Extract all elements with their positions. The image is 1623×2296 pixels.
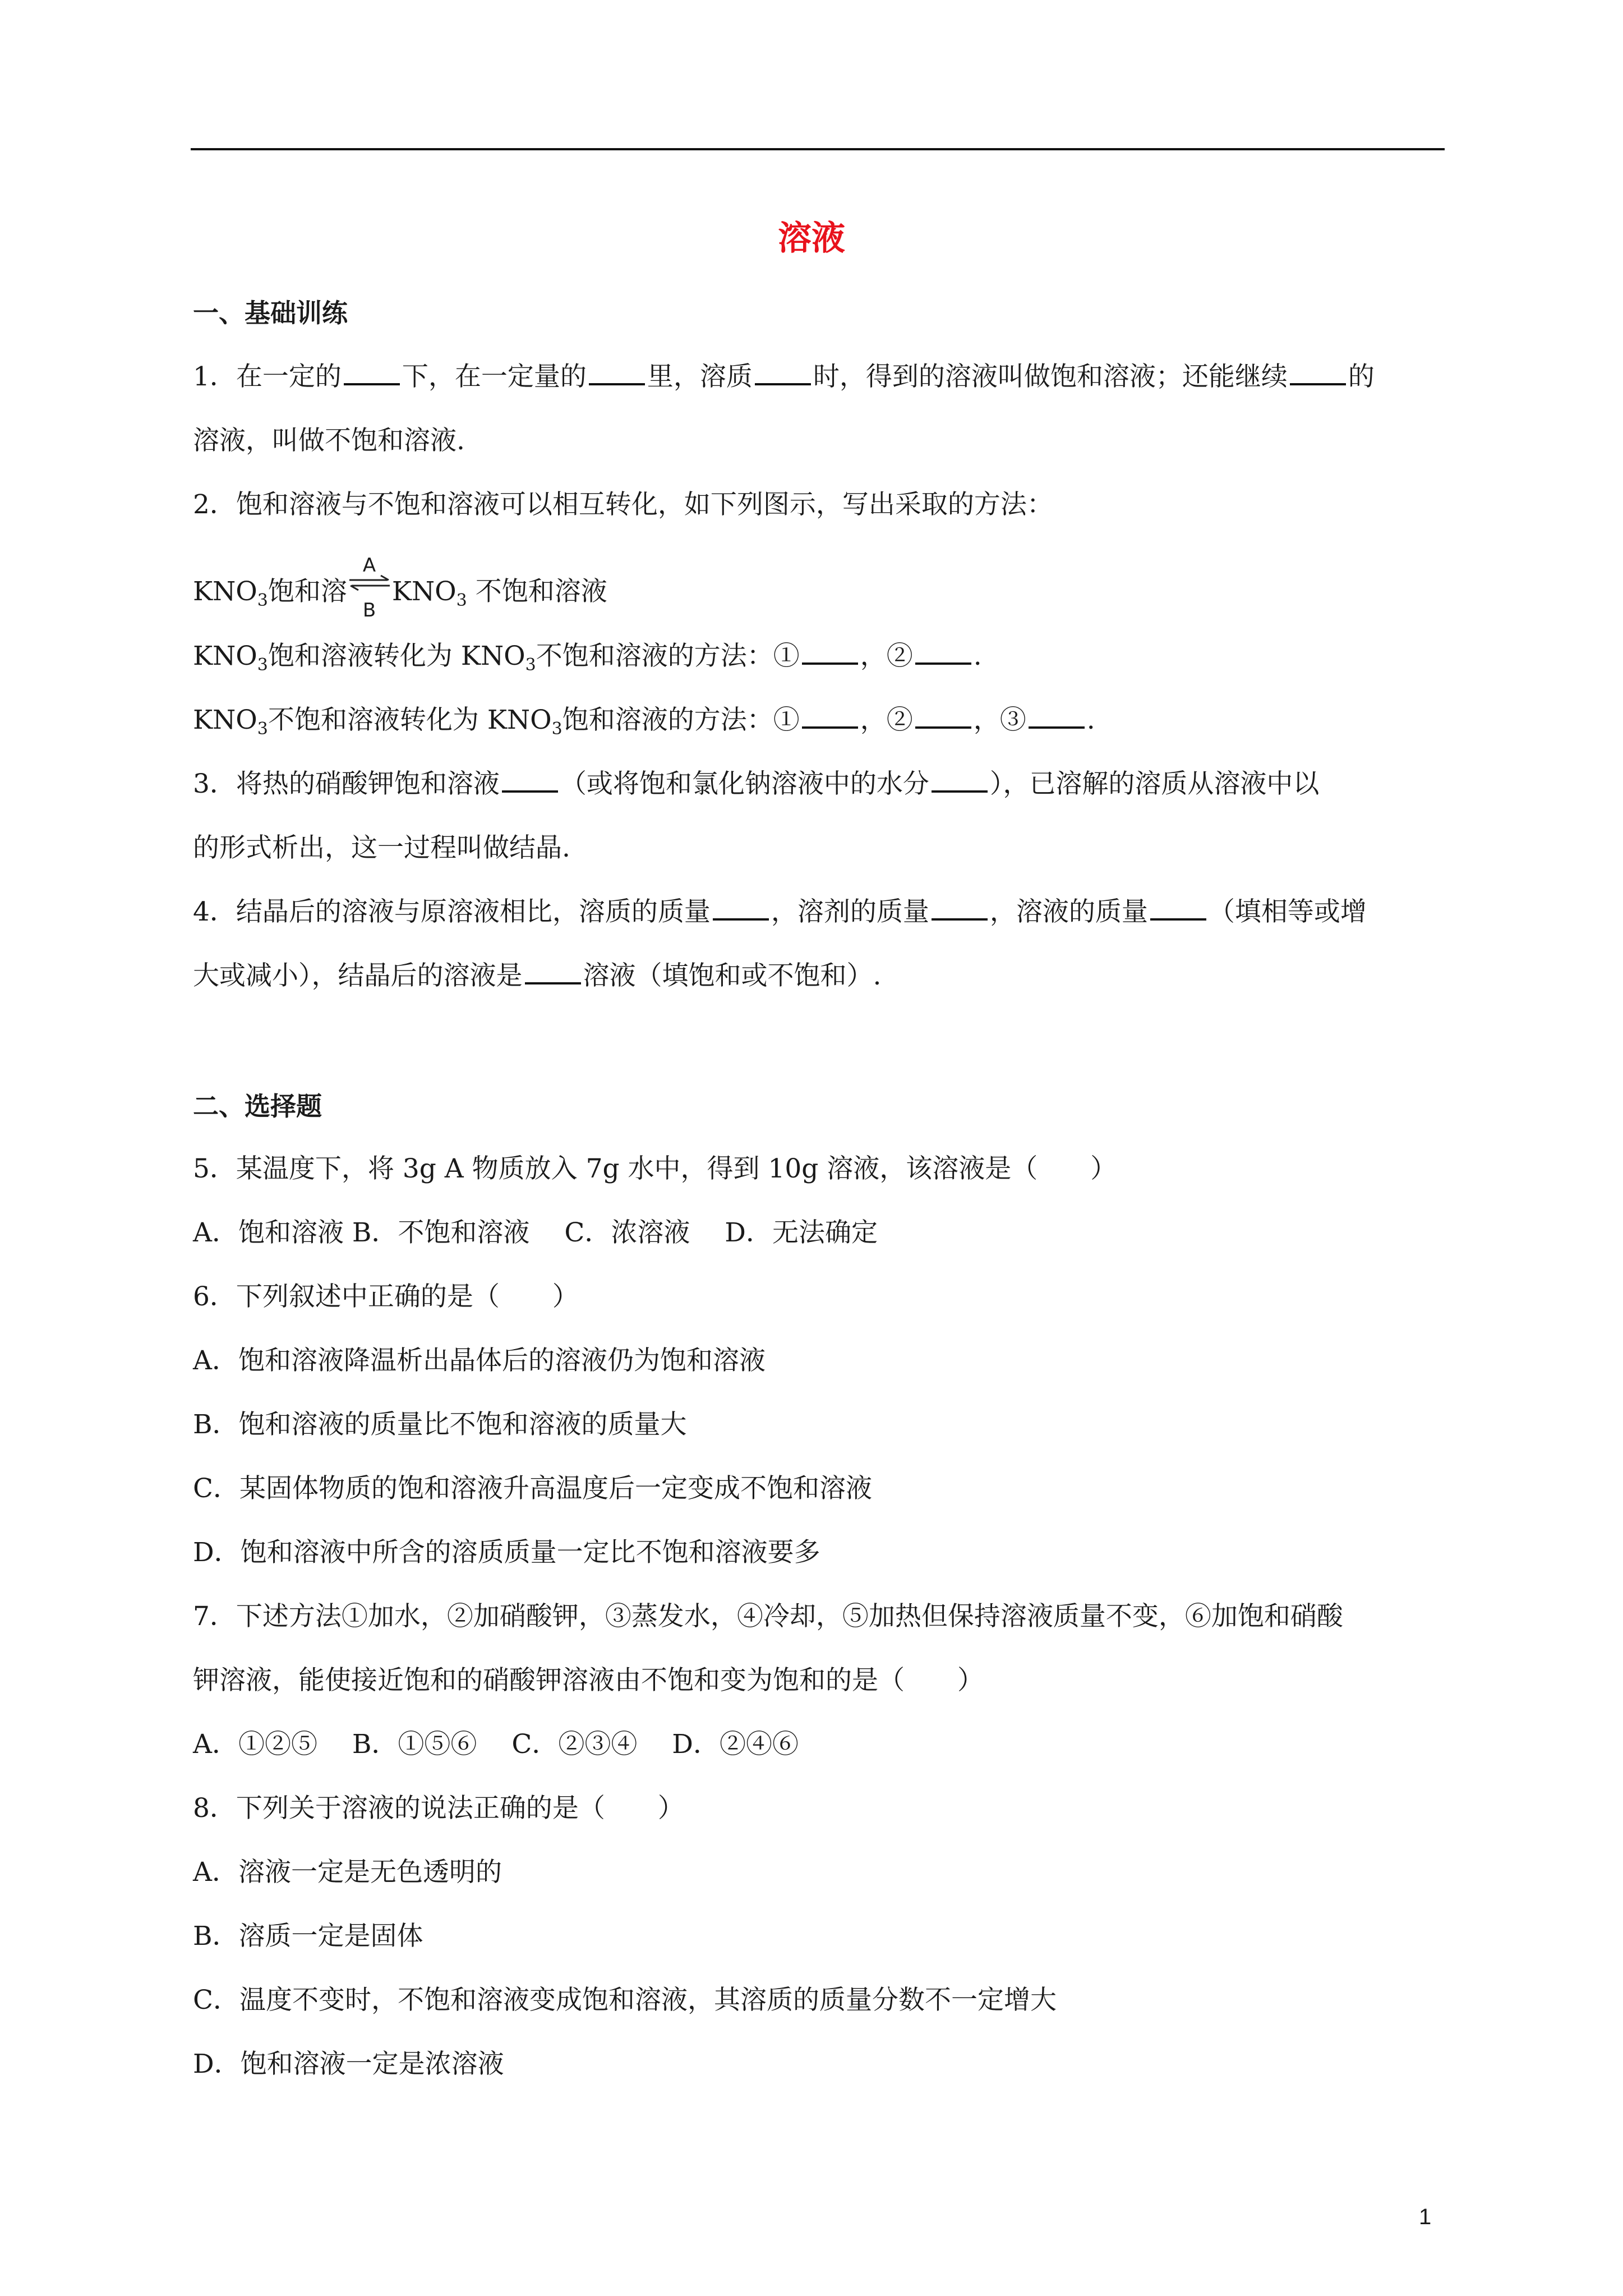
blank xyxy=(932,894,988,921)
q6-option-b: B．饱和溶液的质量比不饱和溶液的质量大 xyxy=(193,1409,687,1440)
section-heading-2: 二、选择题 xyxy=(193,1091,322,1121)
q8-stem: 8．下列关于溶液的说法正确的是（ ） xyxy=(193,1793,684,1824)
q8-option-d: D．饱和溶液一定是浓溶液 xyxy=(193,2049,504,2079)
blank xyxy=(713,894,769,921)
q5-stem: 5．某温度下，将 3g A 物质放入 7g 水中，得到 10g 溶液，该溶液是（ ） xyxy=(193,1153,1117,1184)
q8-option-b: B．溶质一定是固体 xyxy=(193,1921,423,1952)
q2-diagram: $KNO_3$饱和溶 A B $KNO_3$ 不饱和溶液 xyxy=(193,555,607,625)
blank xyxy=(915,702,971,729)
q1-line2: 溶液，叫做不饱和溶液. xyxy=(193,425,465,456)
q2-line-b: $KNO_3$不饱和溶液转化为 $KNO_3$饱和溶液的方法：① ，② ，③ . xyxy=(193,698,1095,752)
section-heading-1: 一、基础训练 xyxy=(193,298,348,328)
blank xyxy=(755,358,811,385)
q3-line1: 3．将热的硝酸钾饱和溶液 （或将饱和氯化钠溶液中的水分 ），已溶解的溶质从溶液中以 xyxy=(193,762,1319,807)
q5-options: A．饱和溶液 B．不饱和溶液 C．浓溶液 D．无法确定 xyxy=(193,1217,878,1248)
blank xyxy=(1029,702,1085,729)
blank xyxy=(589,358,645,385)
blank xyxy=(932,766,988,793)
q8-option-c: C．温度不变时，不饱和溶液变成饱和溶液，其溶质的质量分数不一定增大 xyxy=(193,1985,1057,2016)
reversible-arrow-icon: A B xyxy=(348,555,391,625)
q6-option-a: A．饱和溶液降温析出晶体后的溶液仍为饱和溶液 xyxy=(193,1345,766,1376)
blank xyxy=(502,766,558,793)
blank xyxy=(915,638,971,665)
q2-stem: 2．饱和溶液与不饱和溶液可以相互转化，如下列图示，写出采取的方法： xyxy=(193,489,1053,520)
q7-line2: 钾溶液，能使接近饱和的硝酸钾溶液由不饱和变为饱和的是（ ） xyxy=(193,1665,984,1696)
q3-line2: 的形式析出，这一过程叫做结晶. xyxy=(193,832,570,863)
q4-line2: 大或减小），结晶后的溶液是 溶液（填饱和或不饱和）. xyxy=(193,954,881,999)
blank xyxy=(344,358,400,385)
blank xyxy=(525,958,581,984)
blank xyxy=(802,702,858,729)
q2-line-a: $KNO_3$饱和溶液转化为 $KNO_3$不饱和溶液的方法：① ，② . xyxy=(193,634,982,688)
q6-option-d: D．饱和溶液中所含的溶质质量一定比不饱和溶液要多 xyxy=(193,1537,820,1568)
blank xyxy=(1290,358,1346,385)
q8-option-a: A．溶液一定是无色透明的 xyxy=(193,1857,502,1888)
page-number: 1 xyxy=(1419,2205,1432,2229)
q1-line1: 1．在一定的 下，在一定量的 里，溶质 时，得到的溶液叫做饱和溶液；还能继续 的 xyxy=(193,355,1375,399)
q7-options: A．①②⑤ B．①⑤⑥ C．②③④ D．②④⑥ xyxy=(193,1729,799,1760)
q6-stem: 6．下列叙述中正确的是（ ） xyxy=(193,1281,579,1312)
document-title: 溶液 xyxy=(778,219,845,258)
blank xyxy=(802,638,858,665)
blank xyxy=(1150,894,1206,921)
header-rule xyxy=(191,148,1445,150)
q4-line1: 4．结晶后的溶液与原溶液相比，溶质的质量 ，溶剂的质量 ，溶液的质量 （填相等或增 xyxy=(193,890,1367,935)
q7-line1: 7．下述方法①加水，②加硝酸钾，③蒸发水，④冷却，⑤加热但保持溶液质量不变，⑥加饱和硝酸 xyxy=(193,1601,1343,1632)
q6-option-c: C．某固体物质的饱和溶液升高温度后一定变成不饱和溶液 xyxy=(193,1473,872,1504)
